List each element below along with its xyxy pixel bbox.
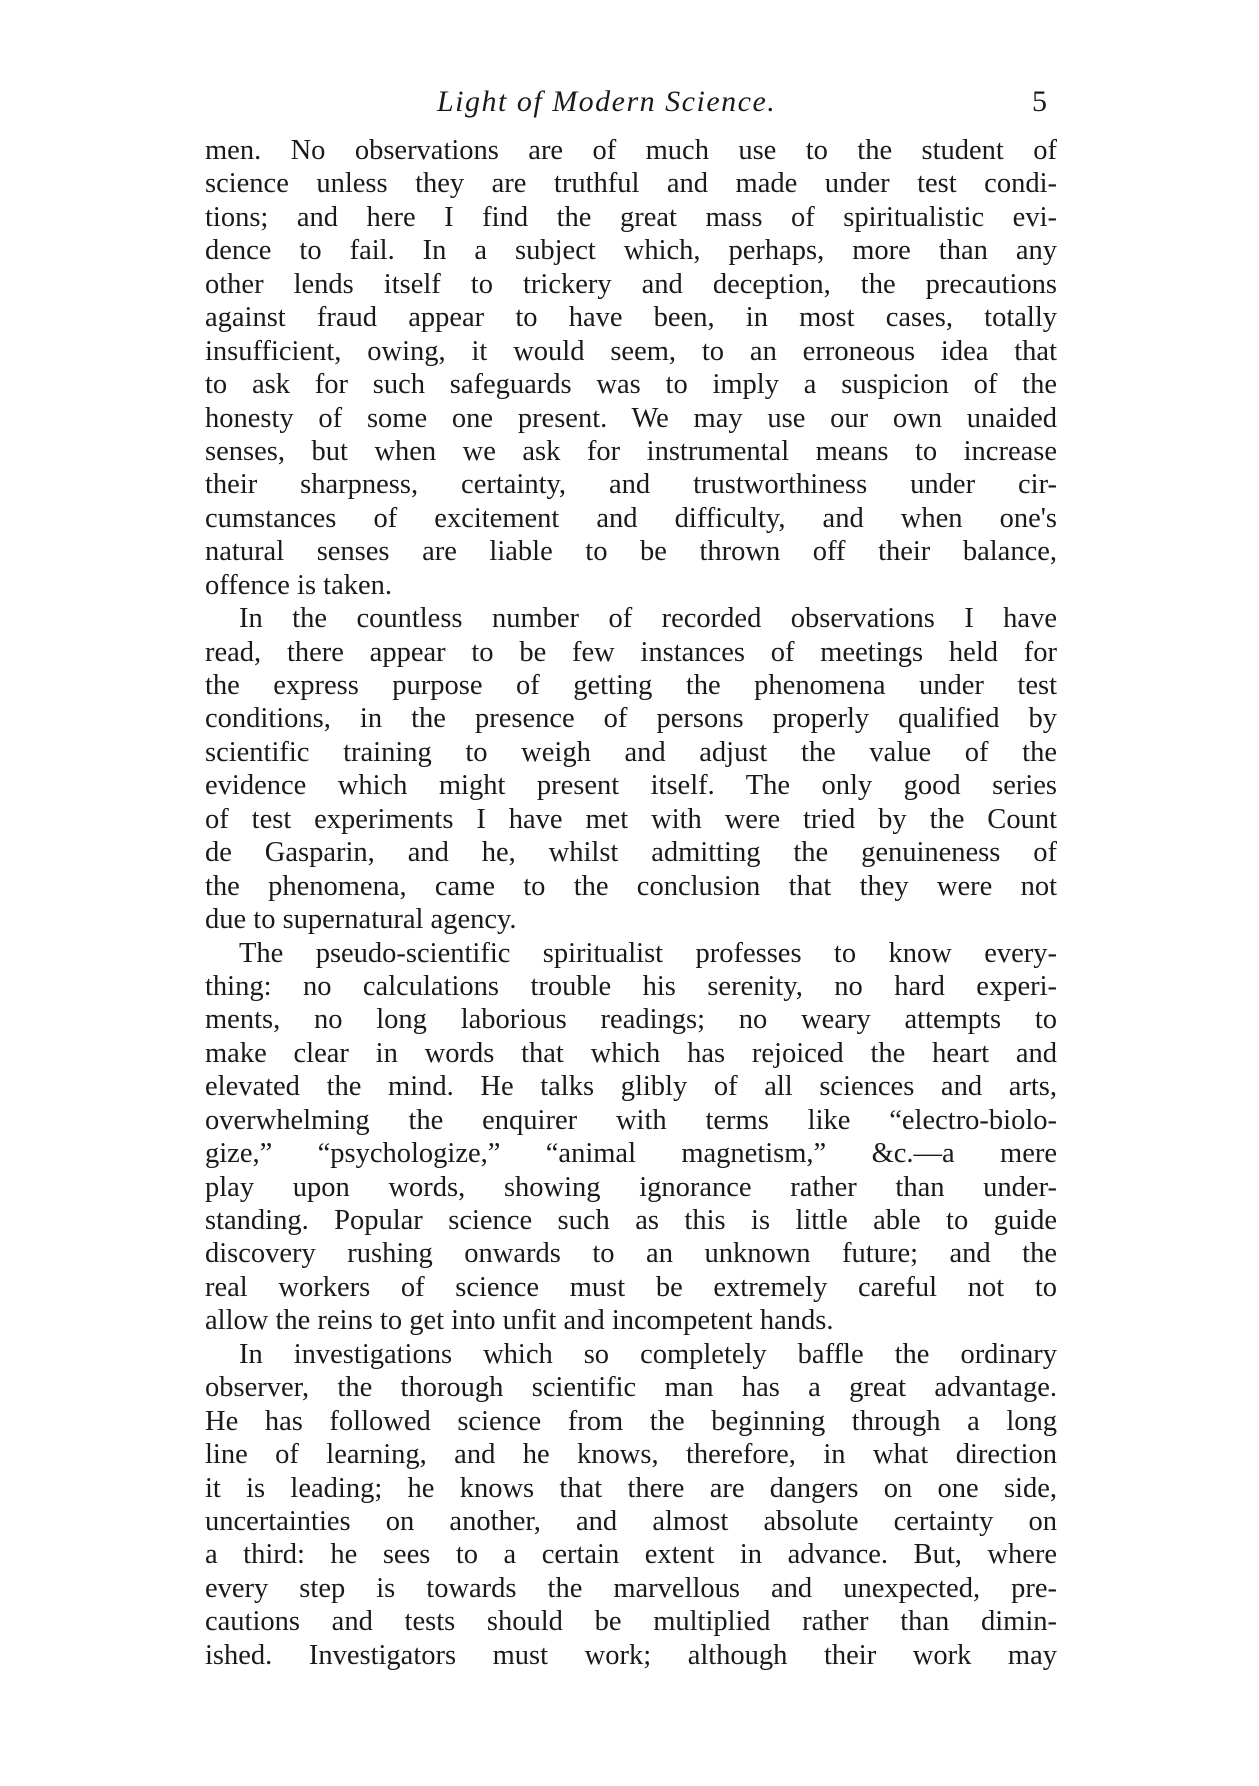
text-line: elevated the mind. He talks glibly of all sciences and arts, xyxy=(205,1071,1057,1103)
running-title: Light of Modern Science. xyxy=(437,85,777,118)
text-line: read, there appear to be few instances of meetings held for xyxy=(205,636,1057,668)
text-line: In the countless number of recorded observations I have xyxy=(239,603,1057,635)
text-line: a third: he sees to a certain extent in advance. But, where xyxy=(205,1539,1057,1571)
text-line: overwhelming the enquirer with terms like “electro-biolo- xyxy=(205,1104,1057,1136)
text-line: uncertainties on another, and almost absolute certainty on xyxy=(205,1505,1057,1537)
text-line: dence to fail. In a subject which, perhaps, more than any xyxy=(205,235,1057,267)
text-line: play upon words, showing ignorance rather than under- xyxy=(205,1171,1057,1203)
text-line: ments, no long laborious readings; no weary attempts to xyxy=(205,1004,1057,1036)
text-line: make clear in words that which has rejoiced the heart and xyxy=(205,1037,1057,1069)
text-line: honesty of some one present. We may use our own unaided xyxy=(205,402,1057,434)
text-line: cumstances of excitement and difficulty, and when one's xyxy=(205,502,1057,534)
text-line: He has followed science from the beginning through a long xyxy=(205,1405,1057,1437)
text-line: ished. Investigators must work; although their work may xyxy=(205,1639,1057,1671)
text-line: standing. Popular science such as this is little able to guide xyxy=(205,1205,1057,1236)
text-line: tions; and here I find the great mass of spiritualistic evi- xyxy=(205,201,1057,233)
text-line: conditions, in the presence of persons properly qualified by xyxy=(205,703,1057,735)
text-line: scientific training to weigh and adjust the value of the xyxy=(205,736,1057,768)
text-line: line of learning, and he knows, therefore, in what direction xyxy=(205,1439,1057,1471)
page-number: 5 xyxy=(1032,85,1047,118)
text-line: every step is towards the marvellous and unexpected, pre- xyxy=(205,1572,1057,1604)
text-line: thing: no calculations trouble his serenity, no hard experi- xyxy=(205,970,1057,1002)
text-line: The pseudo-scientific spiritualist professes to know every- xyxy=(239,937,1057,969)
text-line: observer, the thorough scientific man has a great advantage. xyxy=(205,1372,1057,1404)
text-line: the phenomena, came to the conclusion that they were not xyxy=(205,870,1057,902)
text-line: senses, but when we ask for instrumental means to increase xyxy=(205,435,1057,467)
text-line: real workers of science must be extremely careful not to xyxy=(205,1271,1057,1303)
text-line: insufficient, owing, it would seem, to an erroneous idea that xyxy=(205,335,1057,367)
text-line: discovery rushing onwards to an unknown future; and the xyxy=(205,1238,1057,1270)
text-line: In investigations which so completely baffle the ordinary xyxy=(239,1338,1057,1370)
text-line: against fraud appear to have been, in most cases, totally xyxy=(205,302,1057,334)
text-line: men. No observations are of much use to the student of xyxy=(205,135,1057,166)
text-line: their sharpness, certainty, and trustworthiness under cir- xyxy=(205,469,1057,501)
text-line: it is leading; he knows that there are dangers on one side, xyxy=(205,1472,1057,1504)
text-line: science unless they are truthful and made under test condi- xyxy=(205,168,1057,200)
text-line: offence is taken. xyxy=(205,569,393,601)
text-line: to ask for such safeguards was to imply a suspicion of the xyxy=(205,369,1057,401)
text-line: of test experiments I have met with were tried by the Count xyxy=(205,803,1057,835)
text-line: natural senses are liable to be thrown off their balance, xyxy=(205,536,1057,568)
text-line: due to supernatural agency. xyxy=(205,904,517,936)
text-line: other lends itself to trickery and deception, the precautions xyxy=(205,268,1057,300)
text-line: gize,” “psychologize,” “animal magnetism,” &c.—a mere xyxy=(205,1138,1057,1170)
text-line: de Gasparin, and he, whilst admitting the genuineness of xyxy=(205,837,1057,869)
running-head xyxy=(0,82,1259,122)
text-line: allow the reins to get into unfit and incompetent hands. xyxy=(205,1305,834,1337)
text-line: evidence which might present itself. The only good series xyxy=(205,770,1057,802)
text-line: cautions and tests should be multiplied rather than dimin- xyxy=(205,1606,1057,1638)
text-line: the express purpose of getting the phenomena under test xyxy=(205,670,1057,701)
body-text xyxy=(205,134,1057,1672)
